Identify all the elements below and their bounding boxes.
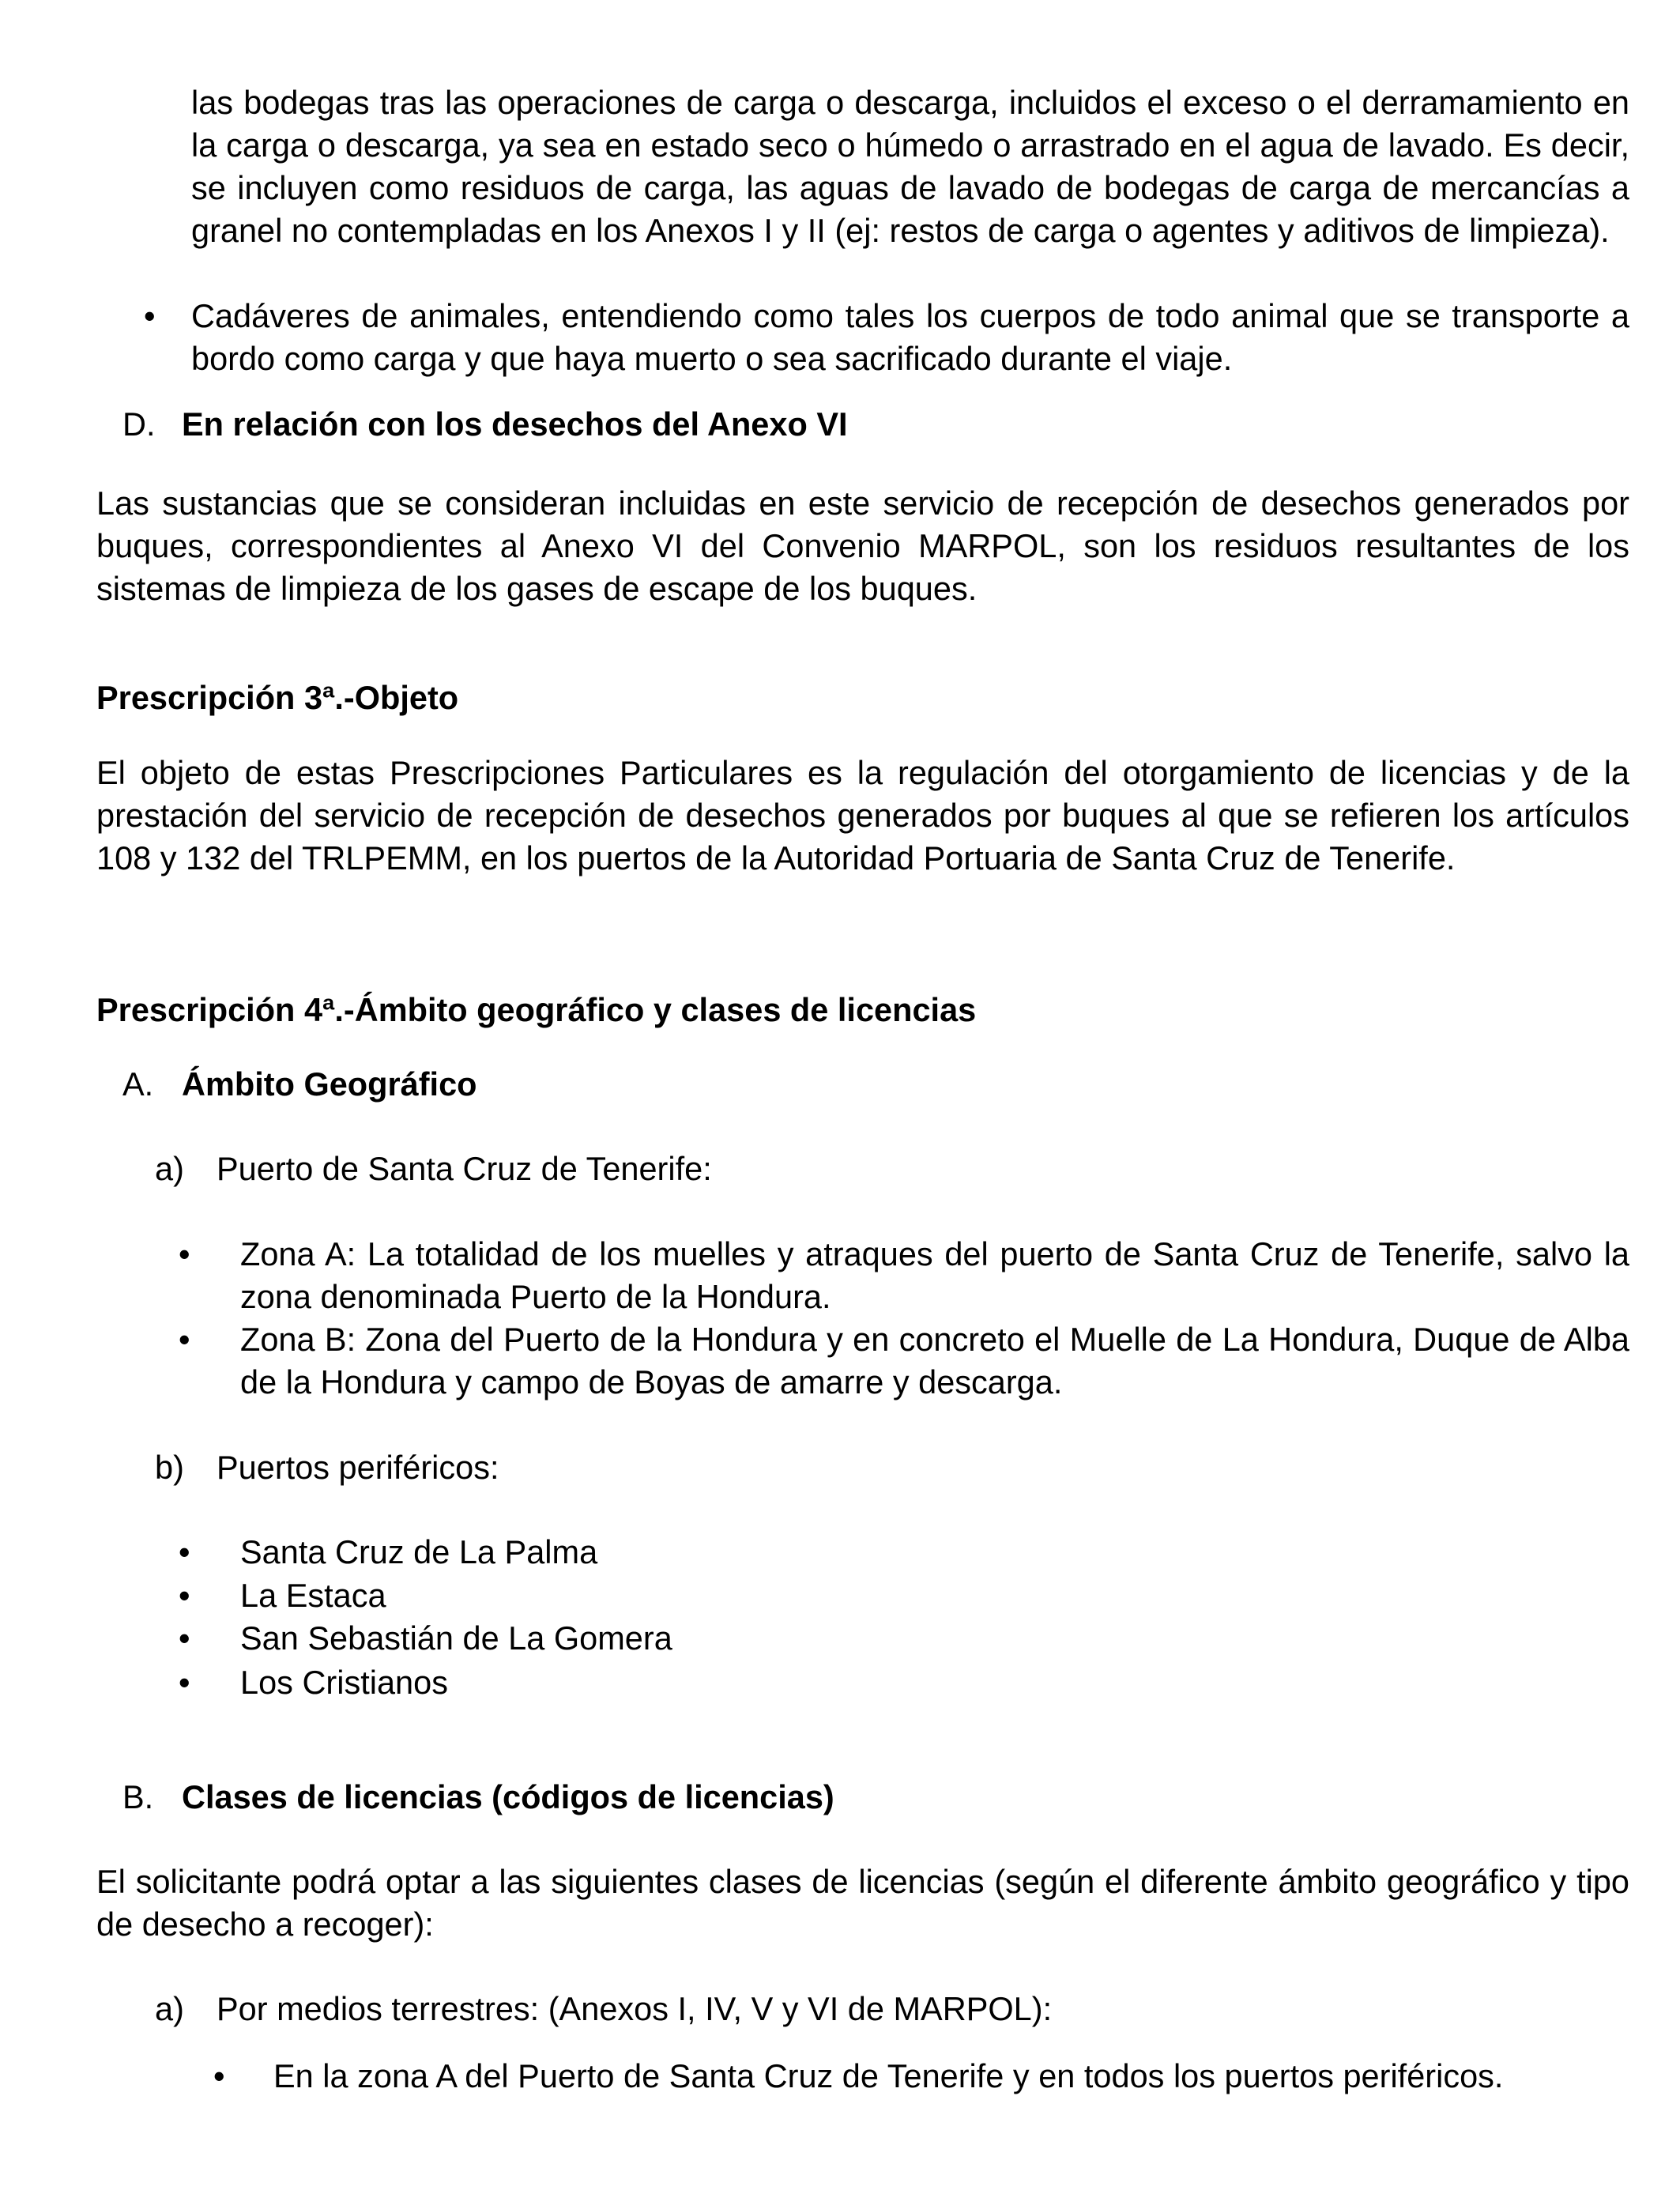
sub-item-label: a) [155,1990,184,2027]
list-item-text: Zona A: La totalidad de los muelles y atraques del puerto de Santa Cruz de Tenerife, salvo la zona denominada Puerto de la Hondura. [240,1235,1629,1315]
list-item-text: Cadáveres de animales, entendiendo como tales los cuerpos de todo animal que se transporte a bordo como carga y que haya muerto o sea sacrificado durante el viaje. [191,297,1629,377]
sub-item-label: a) [155,1150,184,1187]
section-title: En relación con los desechos del Anexo VI [182,405,848,443]
section-title: Clases de licencias (códigos de licencias) [182,1778,834,1815]
bullet-icon: • [179,1235,190,1272]
sub-item-a [155,1148,712,1190]
prescripcion-4-title: Prescripción 4ª.-Ámbito geográfico y clases de licencias [96,991,977,1028]
bullet-icon: • [179,1533,190,1570]
sub-item-label: b) [155,1449,184,1486]
sub-item-b [155,1446,499,1489]
section-letter: B. [122,1778,154,1815]
list-item-text: La Estaca [240,1577,386,1614]
section-d-heading [122,403,848,446]
section-letter: A. [122,1065,154,1103]
list-item-text: San Sebastián de La Gomera [240,1619,672,1657]
bullet-icon: • [213,2057,225,2094]
section-letter: D. [122,405,156,443]
list-item-text: Santa Cruz de La Palma [240,1533,598,1570]
clases-paragraph: El solicitante podrá optar a las siguientes clases de licencias (según el diferente ámbito geográfico y tipo de desecho a recoger): [96,1863,1629,1943]
sub-item-text: Puertos periféricos: [217,1449,499,1486]
bullet-icon: • [179,1664,190,1701]
section-b-heading [122,1776,834,1819]
list-item-text: Zona B: Zona del Puerto de la Hondura y en concreto el Muelle de La Hondura, Duque de Alba de la Hondura y campo de Boyas de amarre y descarga. [240,1321,1629,1400]
sub-item-medios-terrestres [155,1988,1053,2030]
prescripcion-3-text: El objeto de estas Prescripciones Particulares es la regulación del otorgamiento de licencias y de la prestación del servicio de recepción de desechos generados por buques al que se refieren los artículos 108 y 132 del TRLPEMM, en los puertos de la Autoridad Portuaria de Santa Cruz de Tenerife. [96,754,1629,876]
section-title: Ámbito Geográfico [182,1065,477,1103]
bullet-icon: • [144,297,156,334]
section-a-heading [122,1063,477,1106]
list-item-text: Los Cristianos [240,1664,448,1701]
bullet-icon: • [179,1619,190,1657]
prescripcion-3-title: Prescripción 3ª.-Objeto [96,679,459,716]
bullet-icon: • [179,1321,190,1358]
sub-item-text: Puerto de Santa Cruz de Tenerife: [217,1150,712,1187]
bullet-icon: • [179,1577,190,1614]
list-item-text: En la zona A del Puerto de Santa Cruz de Tenerife y en todos los puertos periféricos. [273,2057,1504,2094]
anexo-vi-paragraph: Las sustancias que se consideran incluidas en este servicio de recepción de desechos generados por buques, correspondientes al Anexo VI del Convenio MARPOL, son los residuos resultantes de los sistemas de limpieza de los gases de escape de los buques. [96,484,1629,607]
intro-continuation: las bodegas tras las operaciones de carga o descarga, incluidos el exceso o el derramamiento en la carga o descarga, ya sea en estado seco o húmedo o arrastrado en el agua de lavado. Es decir, se incluyen como residuos de carga, las aguas de lavado de bodegas de carga de mercancías a granel no contempladas en los Anexos I y II (ej: restos de carga o agentes y aditivos de limpieza). [191,84,1629,249]
sub-item-text: Por medios terrestres: (Anexos I, IV, V y VI de MARPOL): [217,1990,1053,2027]
